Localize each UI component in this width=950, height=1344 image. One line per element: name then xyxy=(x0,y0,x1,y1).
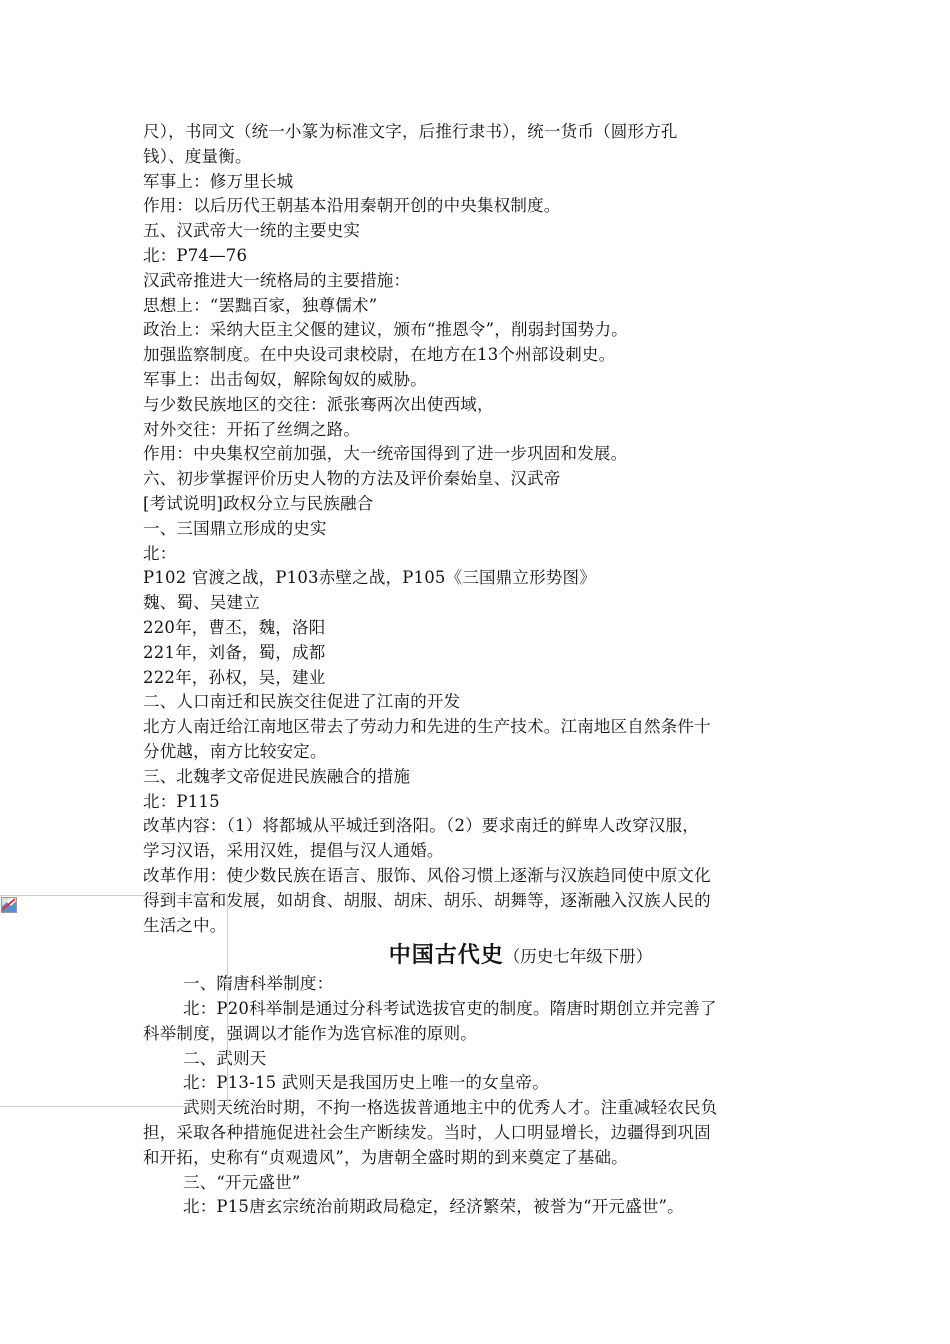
text-line: 政治上：采纳大臣主父偃的建议，颁布“推恩令”，削弱封国势力。 xyxy=(143,320,628,340)
text-line: [考试说明]政权分立与民族融合 xyxy=(143,493,374,513)
text-line: 北：P20科举制是通过分科考试选拔官吏的制度。隋唐时期创立并完善了 xyxy=(183,999,717,1019)
text-line: 汉武帝推进大一统格局的主要措施： xyxy=(143,270,411,290)
text-line: 北：P13-15 武则天是我国历史上唯一的女皇帝。 xyxy=(183,1073,549,1093)
text-line: 二、人口南迁和民族交往促进了江南的开发 xyxy=(143,692,461,712)
text-line: 改革内容：（1）将都城从平城迁到洛阳。（2）要求南迁的鲜卑人改穿汉服， xyxy=(143,816,699,836)
broken-image-icon xyxy=(1,897,17,913)
text-line: 221年，刘备，蜀，成都 xyxy=(143,642,326,662)
text-block-qin-han-three-kingdoms xyxy=(143,120,808,938)
text-line: 北：P15唐玄宗统治前期政局稳定，经济繁荣，被誉为“开元盛世”。 xyxy=(183,1197,684,1217)
text-line: 北方人南迁给江南地区带去了劳动力和先进的生产技术。江南地区自然条件十 xyxy=(143,717,711,737)
document-body xyxy=(143,120,808,1220)
text-line: 一、隋唐科举制度： xyxy=(183,974,334,994)
text-line: 魏、蜀、吴建立 xyxy=(143,593,260,613)
text-line: 三、“开元盛世” xyxy=(183,1172,301,1192)
text-line: 分优越，南方比较安定。 xyxy=(143,741,327,761)
text-line: 五、汉武帝大一统的主要史实 xyxy=(143,221,361,241)
text-line: 加强监察制度。在中央设司隶校尉，在地方在13个州部设刺史。 xyxy=(143,345,616,365)
text-block-sui-tang xyxy=(143,972,808,1220)
text-line: 六、初步掌握评价历史人物的方法及评价秦始皇、汉武帝 xyxy=(143,469,561,489)
text-line: 钱）、度量衡。 xyxy=(143,146,252,166)
text-line: 北：P115 xyxy=(143,791,220,811)
text-line: 军事上：修万里长城 xyxy=(143,171,294,191)
text-line: 得到丰富和发展，如胡食、胡服、胡床、胡乐、胡舞等，逐渐融入汉族人民的 xyxy=(143,890,711,910)
text-line: 对外交往：开拓了丝绸之路。 xyxy=(143,419,361,439)
text-line: 222年，孙权，吴，建业 xyxy=(143,667,326,687)
text-line: 三、北魏孝文帝促进民族融合的措施 xyxy=(143,766,411,786)
text-line: 思想上：“罢黜百家，独尊儒术” xyxy=(143,295,378,315)
text-line: 生活之中。 xyxy=(143,915,227,935)
text-line: 尺），书同文（统一小篆为标准文字，后推行隶书），统一货币（圆形方孔 xyxy=(143,122,678,141)
broken-image-placeholder xyxy=(0,895,228,1107)
text-line: 220年，曹丕，魏，洛阳 xyxy=(143,617,326,637)
text-line: 学习汉语，采用汉姓，提倡与汉人通婚。 xyxy=(143,841,444,861)
text-line: 与少数民族地区的交往：派张骞两次出使西域， xyxy=(143,394,494,414)
text-line: 北： xyxy=(143,543,177,563)
text-line: 军事上：出击匈奴，解除匈奴的威胁。 xyxy=(143,369,427,389)
section-title-sub: （历史七年级下册） xyxy=(503,947,653,967)
text-line: 作用：以后历代王朝基本沿用秦朝开创的中央集权制度。 xyxy=(143,196,561,216)
section-title xyxy=(143,939,808,971)
text-line: 担，采取各种措施促进社会生产断续发。当时，人口明显增长，边疆得到巩固 xyxy=(143,1123,711,1143)
section-title-main: 中国古代史 xyxy=(388,942,504,969)
text-line: 作用：中央集权空前加强，大一统帝国得到了进一步巩固和发展。 xyxy=(143,444,628,464)
text-line: P102 官渡之战，P103赤壁之战，P105《三国鼎立形势图》 xyxy=(143,568,596,588)
text-line: 和开拓，史称有“贞观遗风”，为唐朝全盛时期的到来奠定了基础。 xyxy=(143,1147,628,1167)
text-line: 改革作用：使少数民族在语言、服饰、风俗习惯上逐渐与汉族趋同使中原文化 xyxy=(143,865,711,885)
text-line: 一、三国鼎立形成的史实 xyxy=(143,518,327,538)
text-line: 科举制度，强调以才能作为选官标准的原则。 xyxy=(143,1023,477,1043)
text-line: 武则天统治时期，不拘一格选拔普通地主中的优秀人才。注重减轻农民负 xyxy=(183,1098,718,1118)
text-line: 北：P74—76 xyxy=(143,245,248,265)
text-line: 二、武则天 xyxy=(183,1048,267,1068)
